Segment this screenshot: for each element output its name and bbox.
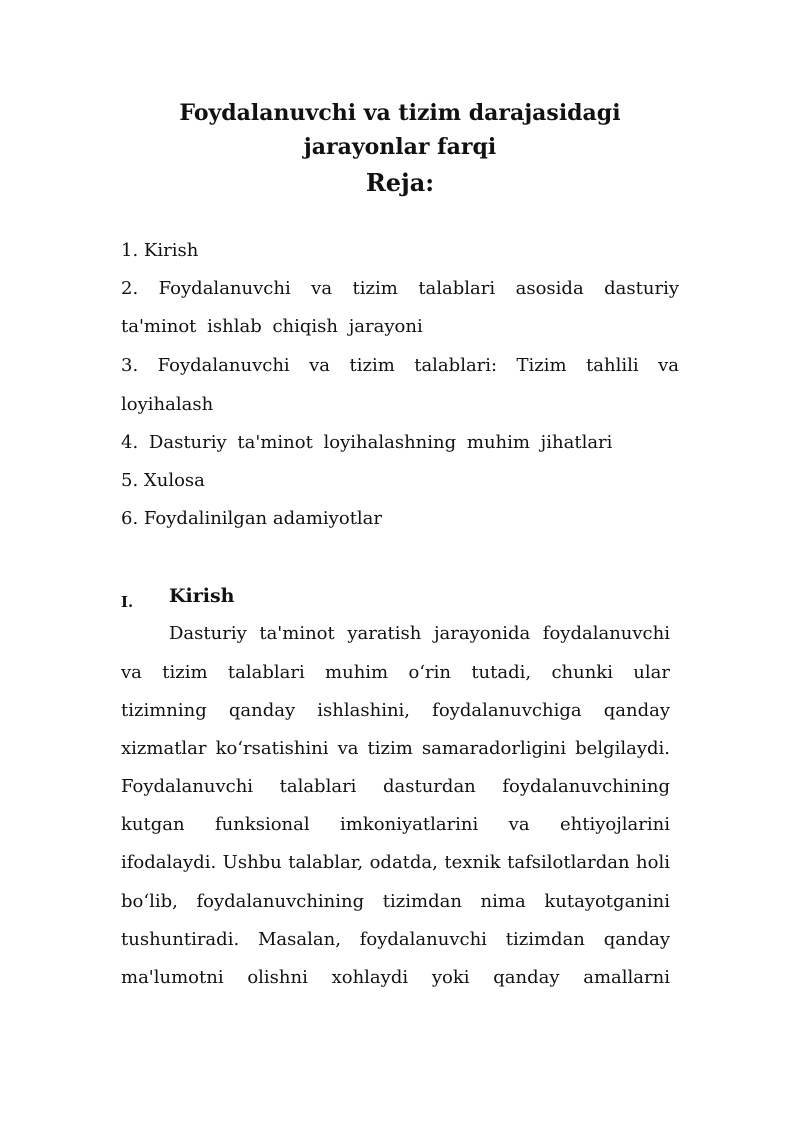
plan-item-text: Dasturiy ta'minot loyihalashning muhim jihatlari (148, 432, 613, 453)
paragraph-line: ifodalaydi. Ushbu talablar, odatda, texnik tafsilotlardan holi (121, 852, 670, 873)
paragraph-line: va tizim talablari muhim o‘rin tutadi, chunki ular (121, 662, 670, 683)
paragraph-line: ma'lumotni olishni xohlaydi yoki qanday amallarni (121, 967, 670, 988)
paragraph-line: tizimning qanday ishlashini, foydalanuvchiga qanday (121, 700, 670, 721)
plan-item-3-continuation: loyihalash (121, 394, 214, 415)
paragraph-line: bo‘lib, foydalanuvchining tizimdan nima kutayotganini (121, 891, 670, 912)
paragraph-line: kutgan funksional imkoniyatlarini va ehtiyojlarini (121, 814, 670, 835)
paragraph-line: tushuntiradi. Masalan, foydalanuvchi tizimdan qanday (121, 929, 670, 950)
document-title-line-1: Foydalanuvchi va tizim darajasidagi (179, 100, 621, 126)
plan-item-number: 1. (121, 240, 139, 261)
plan-item-2-continuation: ta'minot ishlab chiqish jarayoni (121, 316, 423, 337)
document-title-line-2: jarayonlar farqi (303, 134, 497, 160)
section-number: I. (121, 593, 134, 611)
plan-item-3 (121, 353, 679, 379)
paragraph-line: Dasturiy ta'minot yaratish jarayonida foydalanuvchi (169, 623, 670, 644)
plan-item-number: 6. (121, 508, 139, 529)
plan-item-number: 5. (121, 470, 139, 491)
plan-item-number: 2. (121, 278, 139, 299)
plan-item-text: Kirish (143, 240, 199, 261)
plan-item-number: 3. (121, 355, 139, 376)
plan-item-2 (121, 276, 679, 302)
plan-item-text: Foydalanuvchi va tizim talablari asosida dasturiy (158, 278, 679, 299)
plan-item-text: Foydalinilgan adamiyotlar (143, 508, 383, 529)
plan-item-text: Xulosa (143, 470, 205, 491)
section-title: Kirish (169, 585, 235, 607)
plan-item-5 (121, 468, 205, 494)
plan-item-6 (121, 506, 382, 532)
plan-item-4 (121, 430, 612, 456)
paragraph-line: xizmatlar ko‘rsatishini va tizim samaradorligini belgilaydi. (121, 738, 670, 759)
plan-item-number: 4. (121, 432, 139, 453)
plan-heading: Reja: (365, 168, 435, 197)
paragraph-line: Foydalanuvchi talablari dasturdan foydalanuvchining (121, 776, 670, 797)
plan-item-text: Foydalanuvchi va tizim talablari: Tizim tahlili va (157, 355, 679, 376)
plan-item-1 (121, 238, 198, 264)
